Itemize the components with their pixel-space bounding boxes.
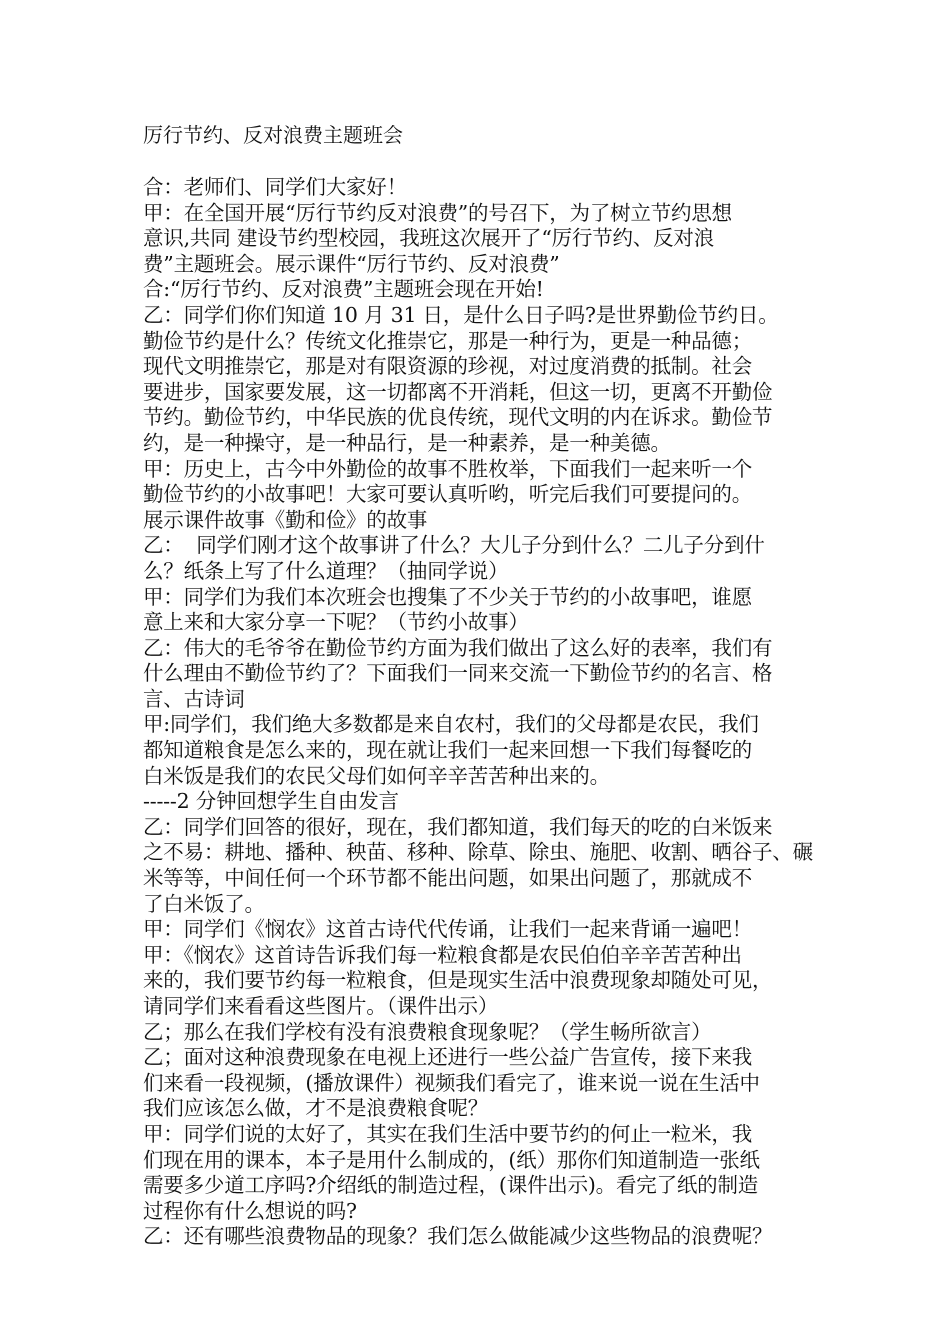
- blank-line: [143, 148, 825, 175]
- text-line: 什么理由不勤俭节约了？下面我们一同来交流一下勤俭节约的名言、格: [143, 661, 773, 686]
- text-line: 言、古诗词: [143, 686, 245, 711]
- text-line: 需要多少道工序吗?介绍纸的制造过程，(课件出示)。看完了纸的制造: [143, 1173, 759, 1198]
- text-line: 都知道粮食是怎么来的，现在就让我们一起来回想一下我们每餐吃的: [143, 738, 752, 763]
- text-line: 费”主题班会。展示课件“厉行节约、反对浪费”: [143, 251, 560, 276]
- text-line: 们现在用的课本，本子是用什么制成的，(纸）那你们知道制造一张纸: [143, 1147, 760, 1172]
- text-line: 么？纸条上写了什么道理？（抽同学说）: [143, 558, 509, 583]
- text-line: 约，是一种操守，是一种品行，是一种素养，是一种美德。: [143, 430, 671, 455]
- text-line: 来的，我们要节约每一粒粮食，但是现实生活中浪费现象却随处可见，: [143, 968, 773, 993]
- text-line: 米等等，中间任何一个环节都不能出问题，如果出问题了，那就成不: [143, 866, 752, 891]
- text-line: 展示课件故事《勤和俭》的故事: [143, 507, 428, 532]
- text-line: 甲：《悯农》这首诗告诉我们每一粒粮食都是农民伯伯辛辛苦苦种出: [143, 942, 742, 967]
- text-line: -----2 分钟回想学生自由发言: [143, 789, 399, 814]
- text-line: 甲：同学们《悯农》这首古诗代代传诵，让我们一起来背诵一遍吧！: [143, 917, 752, 942]
- text-line: 乙： 同学们刚才这个故事讲了什么？大儿子分到什么？二儿子分到什: [143, 533, 765, 558]
- text-line: 乙：同学们你们知道 10 月 31 日，是什么日子吗?是世界勤俭节约日。: [143, 302, 779, 327]
- text-line: 过程你有什么想说的吗?: [143, 1198, 357, 1223]
- text-line: 请同学们来看看这些图片。（课件出示）: [143, 994, 499, 1018]
- text-line: 甲:同学们，我们绝大多数都是来自农村，我们的父母都是农民，我们: [143, 712, 759, 737]
- text-line: 甲：同学们为我们本次班会也搜集了不少关于节约的小故事吧，谁愿: [143, 584, 752, 609]
- text-line: 甲：同学们说的太好了，其实在我们生活中要节约的何止一粒米，我: [143, 1121, 752, 1146]
- text-line: 合：老师们、同学们大家好！: [143, 175, 407, 199]
- text-line: 甲：历史上，古今中外勤俭的故事不胜枚举，下面我们一起来听一个: [143, 456, 752, 481]
- text-line: 勤俭节约是什么？传统文化推崇它，那是一种行为，更是一种品德；: [143, 328, 752, 353]
- text-line: 合:“厉行节约、反对浪费”主题班会现在开始!: [143, 277, 544, 302]
- text-line: 勤俭节约的小故事吧！大家可要认真听哟，听完后我们可要提问的。: [143, 482, 752, 507]
- text-line: 乙；那么在我们学校有没有浪费粮食现象呢？（学生畅所欲言）: [143, 1019, 712, 1044]
- text-line: 之不易：耕地、播种、秧苗、移种、除草、除虫、施肥、收割、晒谷子、碾: [143, 840, 813, 865]
- paragraph-lines: [143, 175, 825, 1250]
- text-line: 甲：在全国开展“厉行节约反对浪费”的号召下，为了树立节约思想: [143, 200, 732, 225]
- text-line: 乙：还有哪些浪费物品的现象？我们怎么做能减少这些物品的浪费呢？: [143, 1224, 773, 1249]
- text-line: 们来看一段视频，(播放课件）视频我们看完了，谁来说一说在生活中: [143, 1070, 760, 1095]
- text-line: 乙：同学们回答的很好，现在，我们都知道，我们每天的吃的白米饭来: [143, 814, 773, 839]
- document-title: 厉行节约、反对浪费主题班会: [143, 123, 403, 147]
- text-line: 白米饭是我们的农民父母们如何辛辛苦苦种出来的。: [143, 763, 610, 788]
- text-line: 意识,共同 建设节约型校园，我班这次展开了“厉行节约、反对浪: [143, 226, 715, 251]
- text-line: 意上来和大家分享一下呢？（节约小故事）: [143, 610, 529, 635]
- text-line: 乙；面对这种浪费现象在电视上还进行一些公益广告宣传，接下来我: [143, 1045, 752, 1070]
- document-body: [143, 122, 825, 1250]
- text-line: 现代文明推崇它，那是对有限资源的珍视，对过度消费的抵制。社会: [143, 354, 752, 379]
- text-line: 乙：伟大的毛爷爷在勤俭节约方面为我们做出了这么好的表率，我们有: [143, 635, 773, 660]
- text-line: 我们应该怎么做，才不是浪费粮食呢？: [143, 1096, 489, 1121]
- text-line: 了白米饭了。: [143, 891, 265, 916]
- text-line: 节约。勤俭节约，中华民族的优良传统，现代文明的内在诉求。勤俭节: [143, 405, 773, 430]
- text-line: 要进步，国家要发展，这一切都离不开消耗，但这一切，更离不开勤俭: [143, 379, 773, 404]
